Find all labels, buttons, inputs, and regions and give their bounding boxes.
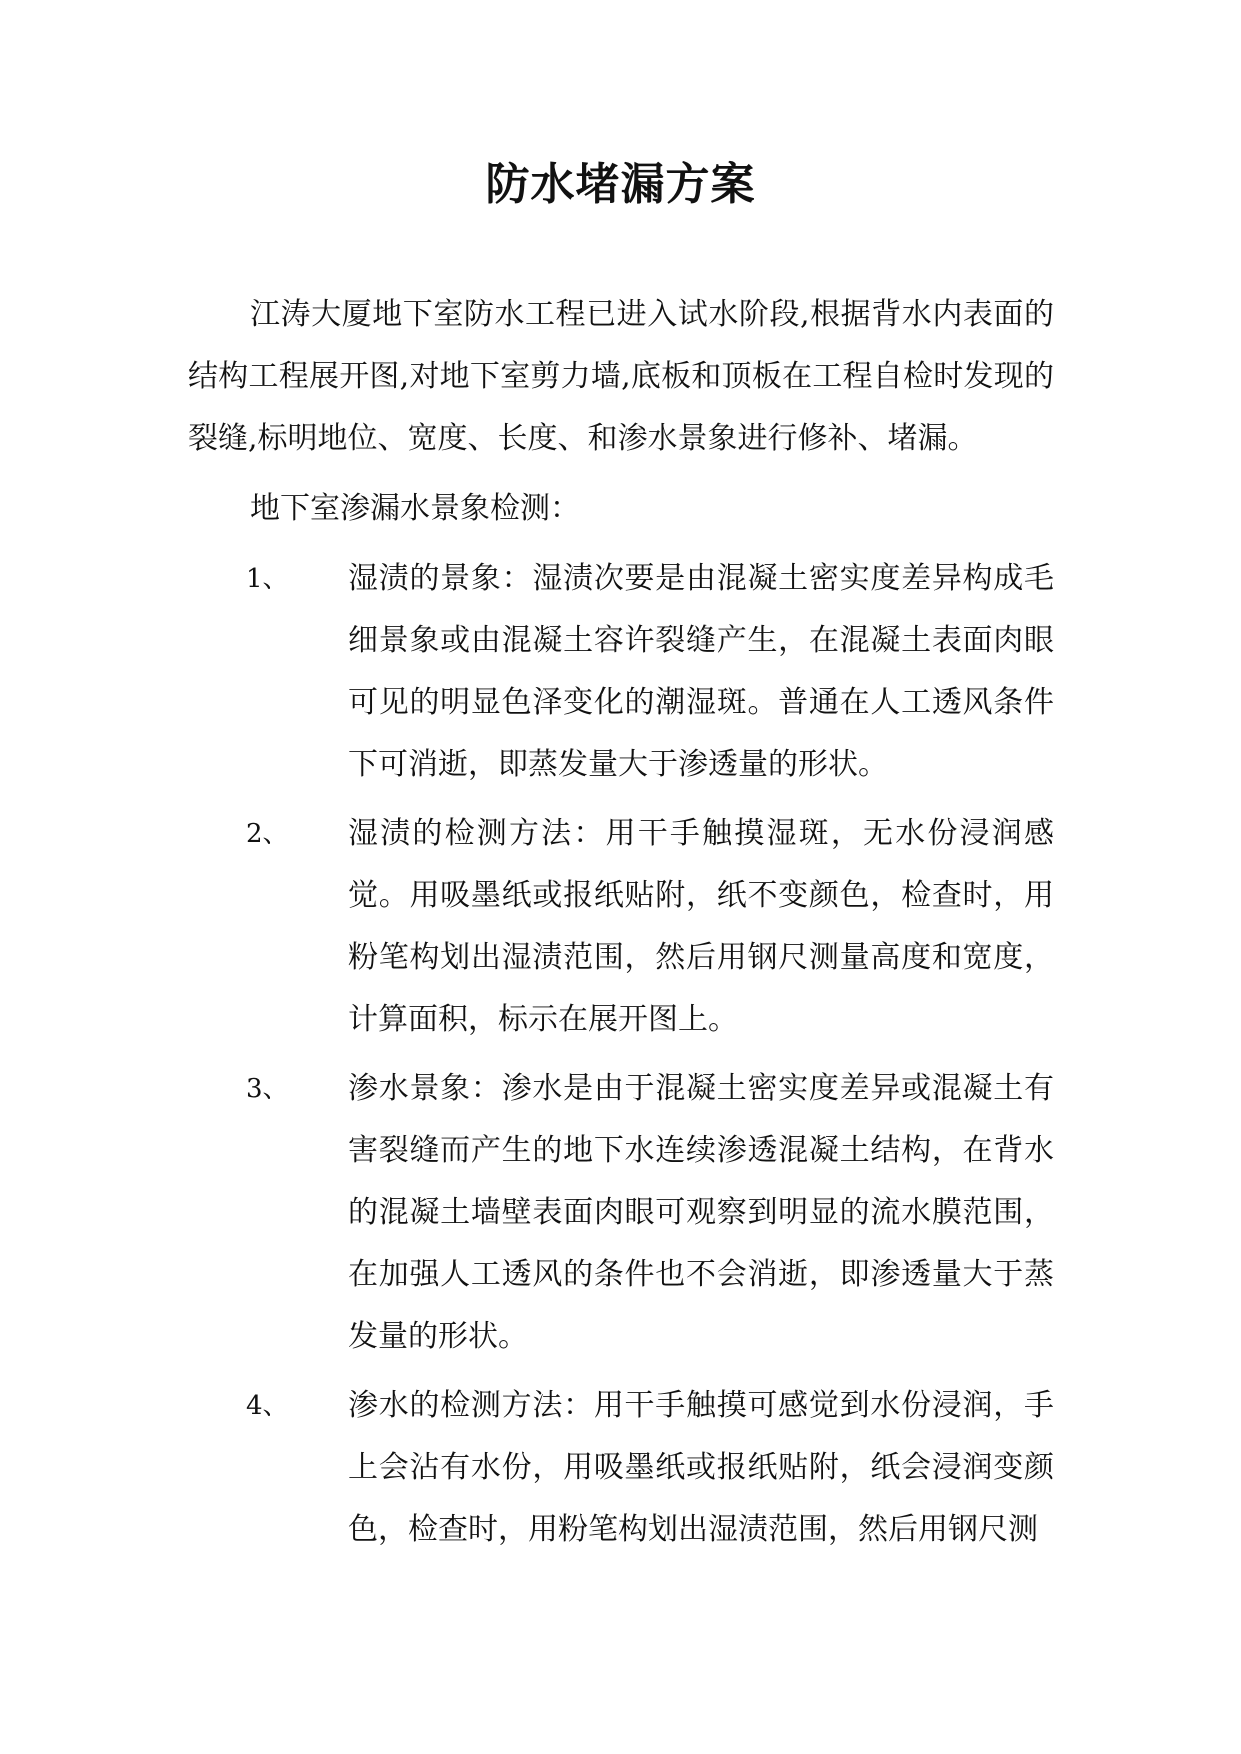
list-item-number: 4、 — [246, 1391, 289, 1421]
intro-paragraph: 江涛大厦地下室防水工程已进入试水阶段,根据背水内表面的结构工程展开图,对地下室剪力墙,底板和顶板在工程自检时发现的裂缝,标明地位、宽度、长度、和渗水景象进行修补、堵漏。 — [188, 297, 1054, 456]
list-item-text: 渗水景象：渗水是由于混凝土密实度差异或混凝土有害裂缝而产生的地下水连续渗透混凝土结构，在背水的混凝土墙壁表面肉眼可观察到明显的流水膜范围，在加强人工透风的条件也不会消逝，即渗透量大于蒸发量的形状。 — [348, 1071, 1054, 1354]
list-item — [0, 803, 1241, 1051]
detection-list — [0, 548, 1241, 1568]
list-item-number: 3、 — [246, 1074, 289, 1104]
list-item — [0, 1375, 1241, 1561]
list-item-number: 2、 — [246, 819, 289, 849]
list-item — [0, 548, 1241, 796]
list-item-number: 1、 — [246, 564, 289, 594]
list-item-text: 渗水的检测方法：用干手触摸可感觉到水份浸润，手上会沾有水份，用吸墨纸或报纸贴附，纸会浸润变颜色，检查时，用粉笔构划出湿渍范围，然后用钢尺测 — [348, 1388, 1054, 1547]
list-item-text: 湿渍的景象：湿渍次要是由混凝土密实度差异构成毛细景象或由混凝土容许裂缝产生，在混凝土表面肉眼可见的明显色泽变化的潮湿斑。普通在人工透风条件下可消逝，即蒸发量大于渗透量的形状。 — [348, 561, 1054, 782]
list-item-text: 湿渍的检测方法：用干手触摸湿斑，无水份浸润感觉。用吸墨纸或报纸贴附，纸不变颜色，检查时，用粉笔构划出湿渍范围，然后用钢尺测量高度和宽度，计算面积，标示在展开图上。 — [348, 816, 1054, 1037]
list-item — [0, 1058, 1241, 1368]
section-subheading: 地下室渗漏水景象检测： — [250, 491, 580, 526]
document-title: 防水堵漏方案 — [485, 159, 756, 210]
